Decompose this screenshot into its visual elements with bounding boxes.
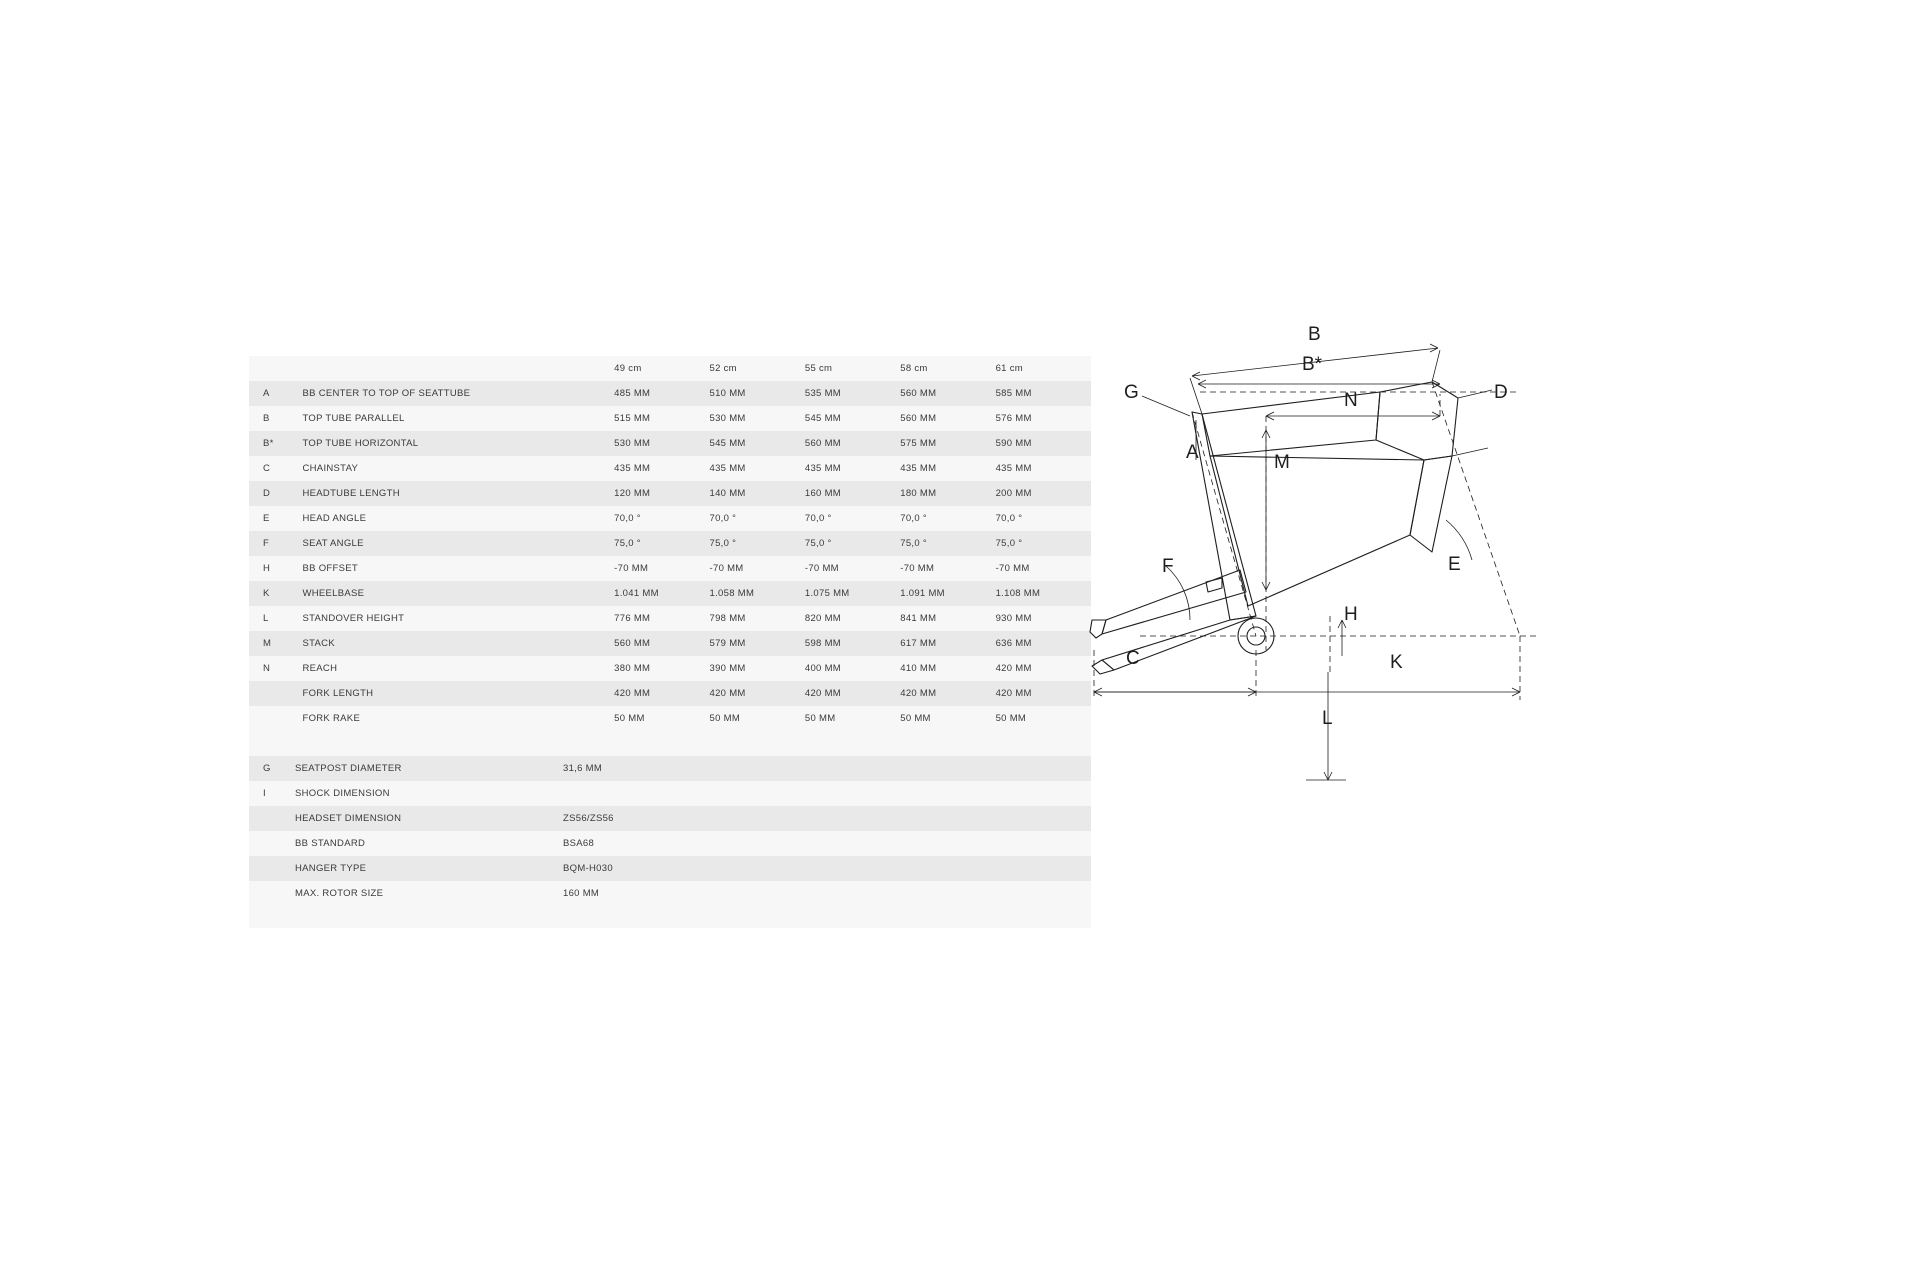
row-key: I	[263, 788, 266, 799]
geometry-table-head	[249, 356, 1091, 381]
row-label: STANDOVER HEIGHT	[302, 613, 405, 624]
row-label: BB STANDARD	[295, 838, 366, 849]
row-value: 1.075 MM	[805, 581, 900, 606]
row-value	[563, 781, 1091, 806]
row-value: 776 MM	[614, 613, 651, 624]
row-value: 420 MM	[805, 681, 900, 706]
row-label: BB CENTER TO TOP OF SEATTUBE	[302, 381, 614, 406]
extension-line-d-bottom	[1452, 448, 1488, 456]
row-value: 1.108 MM	[996, 581, 1091, 606]
geometry-table	[249, 356, 1091, 731]
row-value: 530 MM	[614, 431, 709, 456]
row-label: MAX. ROTOR SIZE	[295, 888, 384, 899]
row-label: TOP TUBE PARALLEL	[302, 413, 405, 424]
table-row	[249, 456, 1091, 481]
row-label: REACH	[302, 663, 338, 674]
row-value: 560 MM	[900, 381, 995, 406]
row-value: 75,0 °	[900, 531, 995, 556]
row-label: FORK LENGTH	[302, 681, 614, 706]
row-value: 515 MM	[614, 413, 651, 424]
row-label: HEADSET DIMENSION	[295, 806, 563, 831]
extension-line-d-top	[1458, 390, 1492, 398]
spec-table-body	[249, 756, 1091, 906]
rear-dropout-lower-shape	[1092, 660, 1114, 674]
row-value: 576 MM	[995, 413, 1032, 424]
row-key: B	[263, 413, 270, 424]
row-value: 820 MM	[804, 613, 841, 624]
row-value: 180 MM	[900, 481, 995, 506]
geometry-table-panel	[249, 356, 1091, 928]
down-tube-shape	[1210, 456, 1424, 606]
row-key: N	[263, 663, 271, 674]
row-label: STACK	[302, 631, 614, 656]
row-value: 50 MM	[900, 713, 931, 724]
row-value: 70,0 °	[614, 513, 641, 524]
row-value: -70 MM	[995, 563, 1030, 574]
row-value: 1.041 MM	[614, 581, 709, 606]
label-k: K	[1390, 652, 1403, 673]
row-value: 545 MM	[804, 413, 841, 424]
row-value: 50 MM	[614, 713, 645, 724]
row-value: 160 MM	[563, 888, 600, 899]
label-e: E	[1448, 554, 1461, 575]
row-value: 410 MM	[900, 663, 937, 674]
row-key: F	[249, 531, 302, 556]
row-value: 50 MM	[709, 713, 741, 724]
row-value: 575 MM	[900, 431, 995, 456]
row-value: 75,0 °	[996, 531, 1091, 556]
table-row	[249, 681, 1091, 706]
extension-line-b-right	[1432, 350, 1440, 382]
label-f: F	[1162, 556, 1174, 577]
row-value: -70 MM	[709, 563, 744, 574]
size-header-52: 52 cm	[709, 363, 737, 374]
row-value: 400 MM	[804, 663, 841, 674]
size-header-58: 58 cm	[900, 363, 928, 374]
row-value: 75,0 °	[614, 531, 709, 556]
row-key: B*	[249, 431, 302, 456]
row-value: 560 MM	[614, 631, 709, 656]
frame-outline-group	[1090, 382, 1458, 674]
label-n: N	[1344, 390, 1358, 411]
row-value: 380 MM	[614, 663, 651, 674]
row-key: D	[249, 481, 302, 506]
table-row	[249, 781, 1091, 806]
table-row	[249, 831, 1091, 856]
row-value: 75,0 °	[805, 531, 900, 556]
row-value: ZS56/ZS56	[563, 806, 1091, 831]
header-label-cell	[302, 356, 614, 381]
table-row	[249, 656, 1091, 681]
leader-line-g	[1142, 396, 1190, 416]
row-label: TOP TUBE HORIZONTAL	[302, 431, 614, 456]
row-key	[249, 831, 295, 856]
row-value: 70,0 °	[900, 513, 927, 524]
row-value: 140 MM	[710, 481, 805, 506]
row-value: 420 MM	[995, 663, 1032, 674]
row-value: 560 MM	[805, 431, 900, 456]
row-value: 420 MM	[614, 681, 709, 706]
dimension-labels-group	[1124, 324, 1508, 729]
row-value: 70,0 °	[995, 513, 1023, 524]
row-value: 420 MM	[900, 681, 995, 706]
row-value: 930 MM	[995, 613, 1032, 624]
extension-line-b-left	[1190, 378, 1202, 414]
label-bstar: B*	[1302, 354, 1323, 375]
row-value: 585 MM	[996, 381, 1091, 406]
table-row	[249, 556, 1091, 581]
row-key: G	[249, 756, 295, 781]
table-row	[249, 606, 1091, 631]
seat-tube-axis-line	[1192, 412, 1256, 636]
frame-geometry-drawing	[1080, 320, 1700, 840]
row-value: 636 MM	[996, 631, 1091, 656]
row-value: 50 MM	[804, 713, 836, 724]
row-key: A	[249, 381, 302, 406]
panel-bottom-pad	[249, 906, 1091, 928]
row-value: 435 MM	[709, 463, 746, 474]
row-key: E	[263, 513, 270, 524]
row-value: BSA68	[563, 838, 595, 849]
dimension-lines-group	[1094, 344, 1540, 780]
label-h: H	[1344, 604, 1358, 625]
table-row	[249, 431, 1091, 456]
row-value: -70 MM	[900, 563, 935, 574]
row-value: -70 MM	[614, 563, 649, 574]
row-label: HEADTUBE LENGTH	[302, 481, 614, 506]
table-row	[249, 631, 1091, 656]
row-key	[249, 681, 302, 706]
row-value: 510 MM	[710, 381, 805, 406]
row-key: H	[263, 563, 271, 574]
table-row	[249, 706, 1091, 731]
row-value: 435 MM	[900, 463, 937, 474]
row-value: 435 MM	[804, 463, 841, 474]
row-value: 560 MM	[900, 413, 937, 424]
row-value: 200 MM	[996, 481, 1091, 506]
row-value: 31,6 MM	[563, 756, 1091, 781]
seat-stay-shape	[1102, 570, 1246, 634]
table-row	[249, 531, 1091, 556]
table-row	[249, 856, 1091, 881]
row-value: 75,0 °	[710, 531, 805, 556]
header-key-cell	[249, 356, 302, 381]
size-header-55: 55 cm	[804, 363, 833, 374]
steerer-axis-line	[1432, 382, 1520, 636]
seat-tube-shape	[1192, 412, 1256, 620]
row-label: HEAD ANGLE	[302, 513, 367, 524]
label-c: C	[1126, 648, 1140, 669]
row-value: 70,0 °	[804, 513, 832, 524]
label-m: M	[1274, 452, 1290, 473]
row-label: CHAINSTAY	[302, 463, 359, 474]
row-label: HANGER TYPE	[295, 856, 563, 881]
row-key	[249, 706, 302, 731]
row-value: 1.058 MM	[710, 581, 805, 606]
table-row	[249, 381, 1091, 406]
row-value: 579 MM	[710, 631, 805, 656]
row-value: 160 MM	[805, 481, 900, 506]
rear-dropout-shape	[1090, 620, 1106, 638]
row-value: 841 MM	[900, 613, 937, 624]
row-value: 420 MM	[996, 681, 1091, 706]
row-value: 798 MM	[709, 613, 746, 624]
row-value: 617 MM	[900, 631, 995, 656]
row-value: -70 MM	[804, 563, 839, 574]
table-row	[249, 481, 1091, 506]
table-row	[249, 756, 1091, 781]
row-key: C	[263, 463, 271, 474]
row-key: K	[249, 581, 302, 606]
row-label: BB OFFSET	[302, 563, 358, 574]
size-header-61: 61 cm	[995, 363, 1023, 374]
size-header-row	[249, 356, 1091, 381]
table-row	[249, 406, 1091, 431]
row-key	[249, 806, 295, 831]
row-key: L	[263, 613, 269, 624]
row-value: 598 MM	[805, 631, 900, 656]
geometry-table-body	[249, 381, 1091, 731]
row-value: 50 MM	[995, 713, 1027, 724]
row-key: M	[249, 631, 302, 656]
table-gap	[249, 731, 1091, 756]
table-row	[249, 581, 1091, 606]
spec-table	[249, 756, 1091, 906]
table-row	[249, 806, 1091, 831]
row-value: 530 MM	[709, 413, 746, 424]
row-value: 485 MM	[614, 381, 709, 406]
row-value: 1.091 MM	[900, 581, 995, 606]
fork-blade-shape	[1410, 456, 1452, 552]
row-value: BQM-H030	[563, 856, 1091, 881]
row-key	[249, 881, 295, 906]
row-value: 545 MM	[710, 431, 805, 456]
label-g: G	[1124, 382, 1139, 403]
seat-clamp-shape	[1206, 578, 1222, 592]
row-value: 420 MM	[710, 681, 805, 706]
frame-drawing-svg	[1080, 320, 1700, 840]
table-row	[249, 881, 1091, 906]
row-value: 590 MM	[996, 431, 1091, 456]
row-label: WHEELBASE	[302, 581, 614, 606]
row-label: SEATPOST DIAMETER	[295, 756, 563, 781]
label-l: L	[1322, 708, 1333, 729]
label-a: A	[1186, 442, 1199, 463]
label-d: D	[1494, 382, 1508, 403]
row-value: 535 MM	[805, 381, 900, 406]
row-value: 390 MM	[709, 663, 746, 674]
table-row	[249, 506, 1091, 531]
row-value: 120 MM	[614, 481, 709, 506]
row-label: SEAT ANGLE	[302, 531, 614, 556]
size-header-49: 49 cm	[614, 363, 642, 374]
row-key	[249, 856, 295, 881]
row-value: 435 MM	[614, 463, 651, 474]
row-label: SHOCK DIMENSION	[295, 788, 390, 799]
row-value: 435 MM	[995, 463, 1032, 474]
row-value: 70,0 °	[709, 513, 737, 524]
label-b: B	[1308, 324, 1321, 345]
row-label: FORK RAKE	[302, 713, 361, 724]
